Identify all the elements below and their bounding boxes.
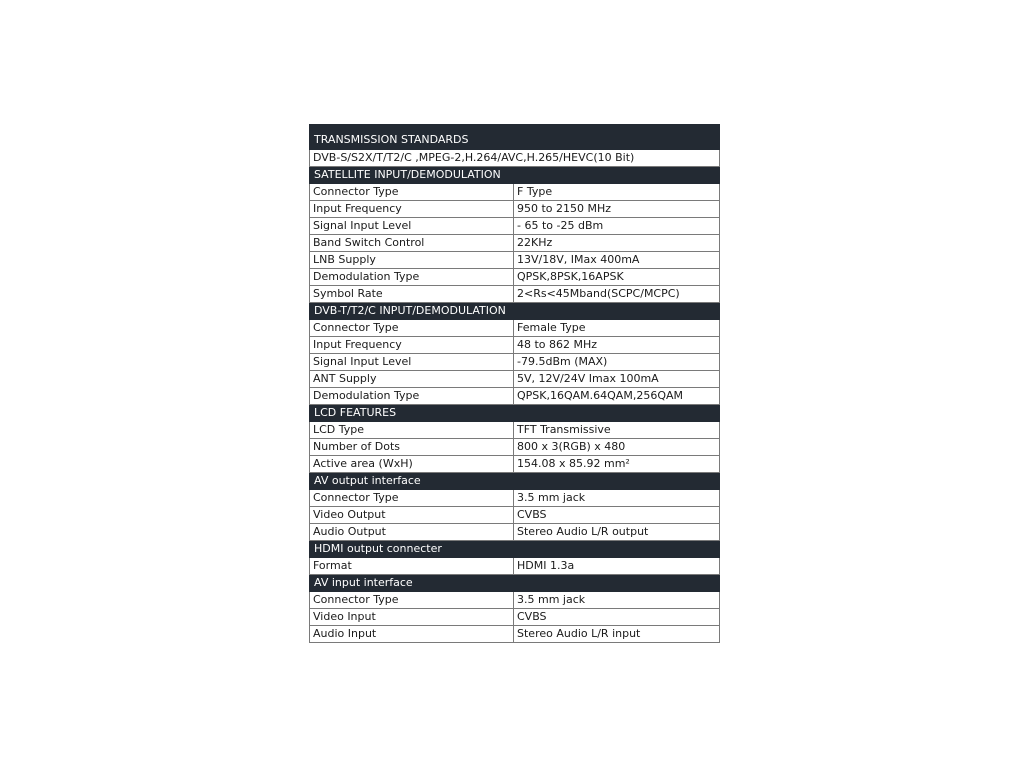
spec-table <box>309 124 720 643</box>
table-row <box>310 439 720 456</box>
row-label: Demodulation Type <box>310 388 514 405</box>
table-row <box>310 490 720 507</box>
table-row <box>310 456 720 473</box>
table-row <box>310 286 720 303</box>
row-label: Number of Dots <box>310 439 514 456</box>
table-row <box>310 337 720 354</box>
row-value: Stereo Audio L/R output <box>514 524 720 541</box>
row-value: 2<Rs<45Mband(SCPC/MCPC) <box>514 286 720 303</box>
table-row <box>310 184 720 201</box>
row-label: LCD Type <box>310 422 514 439</box>
table-row <box>310 388 720 405</box>
row-label: ANT Supply <box>310 371 514 388</box>
row-label: Input Frequency <box>310 337 514 354</box>
table-row <box>310 201 720 218</box>
row-value: 154.08 x 85.92 mm² <box>514 456 720 473</box>
row-value: 13V/18V, IMax 400mA <box>514 252 720 269</box>
section-header-av-output <box>310 473 720 490</box>
table-row <box>310 626 720 643</box>
section-header-terrestrial <box>310 303 720 320</box>
row-value: 3.5 mm jack <box>514 592 720 609</box>
row-value: - 65 to -25 dBm <box>514 218 720 235</box>
section-title: AV output interface <box>310 473 720 490</box>
row-label: Signal Input Level <box>310 354 514 371</box>
section-header-satellite <box>310 167 720 184</box>
row-value: F Type <box>514 184 720 201</box>
row-value: -79.5dBm (MAX) <box>514 354 720 371</box>
section-title: SATELLITE INPUT/DEMODULATION <box>310 167 720 184</box>
table-row <box>310 320 720 337</box>
row-label: Video Output <box>310 507 514 524</box>
table-row <box>310 371 720 388</box>
row-value: 800 x 3(RGB) x 480 <box>514 439 720 456</box>
section-title: DVB-T/T2/C INPUT/DEMODULATION <box>310 303 720 320</box>
row-value: 950 to 2150 MHz <box>514 201 720 218</box>
row-value: CVBS <box>514 507 720 524</box>
row-value: QPSK,16QAM.64QAM,256QAM <box>514 388 720 405</box>
row-value: 22KHz <box>514 235 720 252</box>
row-label: Audio Input <box>310 626 514 643</box>
section-title: AV input interface <box>310 575 720 592</box>
row-value: CVBS <box>514 609 720 626</box>
row-label: Band Switch Control <box>310 235 514 252</box>
row-label: Connector Type <box>310 320 514 337</box>
row-value: Female Type <box>514 320 720 337</box>
row-value: TFT Transmissive <box>514 422 720 439</box>
row-value: 5V, 12V/24V Imax 100mA <box>514 371 720 388</box>
row-value: HDMI 1.3a <box>514 558 720 575</box>
row-label: Video Input <box>310 609 514 626</box>
section-title: HDMI output connecter <box>310 541 720 558</box>
table-row <box>310 150 720 167</box>
table-row <box>310 592 720 609</box>
row-label: Connector Type <box>310 490 514 507</box>
section-header-transmission <box>310 125 720 150</box>
table-row <box>310 235 720 252</box>
row-value: 48 to 862 MHz <box>514 337 720 354</box>
row-label: LNB Supply <box>310 252 514 269</box>
table-row <box>310 252 720 269</box>
row-value: Stereo Audio L/R input <box>514 626 720 643</box>
row-label: Demodulation Type <box>310 269 514 286</box>
row-label: Signal Input Level <box>310 218 514 235</box>
section-header-lcd <box>310 405 720 422</box>
section-title: LCD FEATURES <box>310 405 720 422</box>
table-row <box>310 558 720 575</box>
section-header-av-input <box>310 575 720 592</box>
row-value: QPSK,8PSK,16APSK <box>514 269 720 286</box>
row-label: Symbol Rate <box>310 286 514 303</box>
section-header-hdmi <box>310 541 720 558</box>
table-row <box>310 269 720 286</box>
row-label: Connector Type <box>310 592 514 609</box>
row-label: Audio Output <box>310 524 514 541</box>
row-label: Format <box>310 558 514 575</box>
table-row <box>310 507 720 524</box>
table-row <box>310 422 720 439</box>
row-value: 3.5 mm jack <box>514 490 720 507</box>
spec-table-body <box>310 125 720 643</box>
table-row <box>310 609 720 626</box>
table-row <box>310 354 720 371</box>
row-label: Connector Type <box>310 184 514 201</box>
row-label: Input Frequency <box>310 201 514 218</box>
table-row <box>310 524 720 541</box>
row-label: Active area (WxH) <box>310 456 514 473</box>
table-row <box>310 218 720 235</box>
transmission-standards-value: DVB-S/S2X/T/T2/C ,MPEG-2,H.264/AVC,H.265/HEVC(10 Bit) <box>310 150 720 167</box>
section-title: TRANSMISSION STANDARDS <box>310 125 720 150</box>
